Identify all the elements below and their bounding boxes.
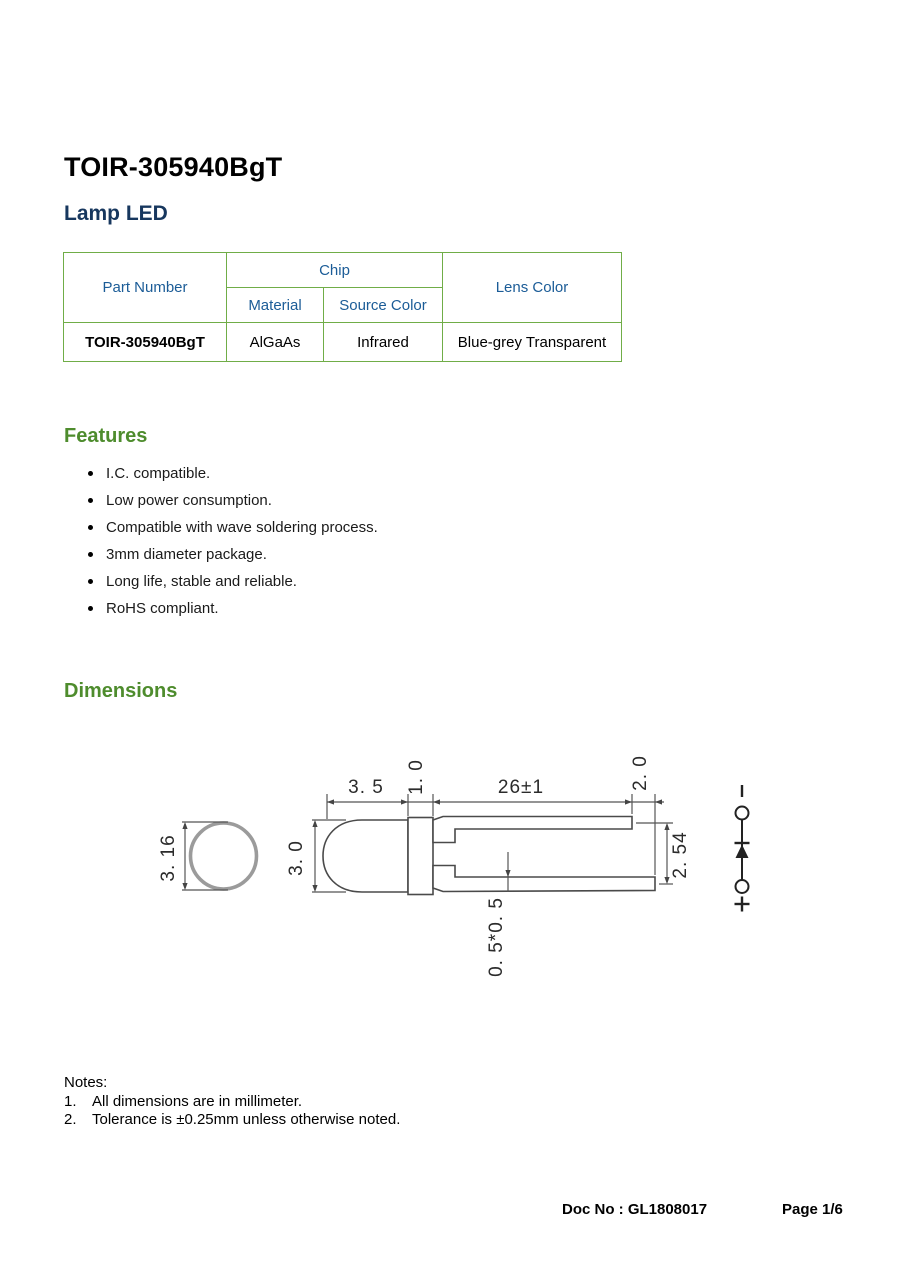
dimensions-diagram — [150, 740, 790, 1000]
list-item — [88, 518, 378, 545]
bullet-icon — [88, 498, 93, 503]
dim-label-top-view-diameter: 3. 16 — [158, 834, 179, 882]
bullet-icon — [88, 552, 93, 557]
dimensions-heading: Dimensions — [64, 680, 178, 702]
cathode-terminal-icon — [736, 807, 749, 820]
list-item — [88, 464, 378, 491]
feature-text: Low power consumption. — [106, 492, 272, 509]
plus-icon — [735, 897, 750, 912]
led-top-view-circle — [191, 823, 257, 889]
note-item — [64, 1093, 400, 1111]
note-text: All dimensions are in millimeter. — [92, 1093, 303, 1110]
led-side-view-body — [323, 820, 408, 892]
feature-text: I.C. compatible. — [106, 465, 211, 482]
dim-label-lead-cross-section: 0. 5*0. 5 — [486, 897, 507, 977]
bullet-icon — [88, 606, 93, 611]
dim-label-body-length: 3. 5 — [348, 777, 384, 798]
cell-lens-color: Blue-grey Transparent — [443, 323, 622, 362]
page-title: TOIR-305940BgT — [64, 152, 283, 182]
cell-part-number: TOIR-305940BgT — [64, 323, 227, 362]
led-upper-lead — [433, 817, 632, 843]
col-header-chip: Chip — [227, 253, 443, 288]
dim-label-flange-width: 1. 0 — [406, 759, 427, 795]
col-header-material: Material — [227, 288, 324, 323]
feature-text: RoHS compliant. — [106, 600, 219, 617]
footer-doc-number: Doc No : GL1808017 — [562, 1201, 708, 1218]
bullet-icon — [88, 471, 93, 476]
dim-label-body-height: 3. 0 — [286, 840, 307, 876]
led-lower-lead — [433, 866, 655, 892]
features-list — [88, 464, 378, 626]
dim-label-lead-tip-offset: 2. 0 — [630, 755, 651, 791]
product-table — [63, 252, 622, 362]
bullet-icon — [88, 525, 93, 530]
page-subtitle: Lamp LED — [64, 202, 168, 225]
anode-terminal-icon — [736, 880, 749, 893]
feature-text: 3mm diameter package. — [106, 546, 267, 563]
list-item — [88, 491, 378, 518]
bullet-icon — [88, 579, 93, 584]
polarity-symbol — [735, 785, 750, 912]
dim-label-lead-pitch: 2. 54 — [670, 831, 691, 879]
table-row — [64, 323, 622, 362]
diode-arrow-icon — [736, 845, 749, 859]
dim-label-lead-length: 26±1 — [497, 777, 545, 798]
list-item — [88, 599, 378, 626]
list-item — [88, 572, 378, 599]
list-item — [88, 545, 378, 572]
cell-source-color: Infrared — [324, 323, 443, 362]
col-header-lens-color: Lens Color — [443, 253, 622, 323]
note-number: 1. — [64, 1093, 77, 1110]
note-number: 2. — [64, 1111, 77, 1128]
col-header-source-color: Source Color — [324, 288, 443, 323]
notes-section — [64, 1074, 400, 1129]
col-header-part-number: Part Number — [64, 253, 227, 323]
features-heading: Features — [64, 425, 148, 447]
footer-page-number: Page 1/6 — [782, 1201, 843, 1218]
feature-text: Long life, stable and reliable. — [106, 573, 297, 590]
cell-material: AlGaAs — [227, 323, 324, 362]
note-text: Tolerance is ±0.25mm unless otherwise noted. — [92, 1111, 401, 1128]
note-item — [64, 1111, 400, 1129]
feature-text: Compatible with wave soldering process. — [106, 519, 378, 536]
notes-heading: Notes: — [64, 1074, 108, 1091]
led-flange — [408, 818, 433, 895]
